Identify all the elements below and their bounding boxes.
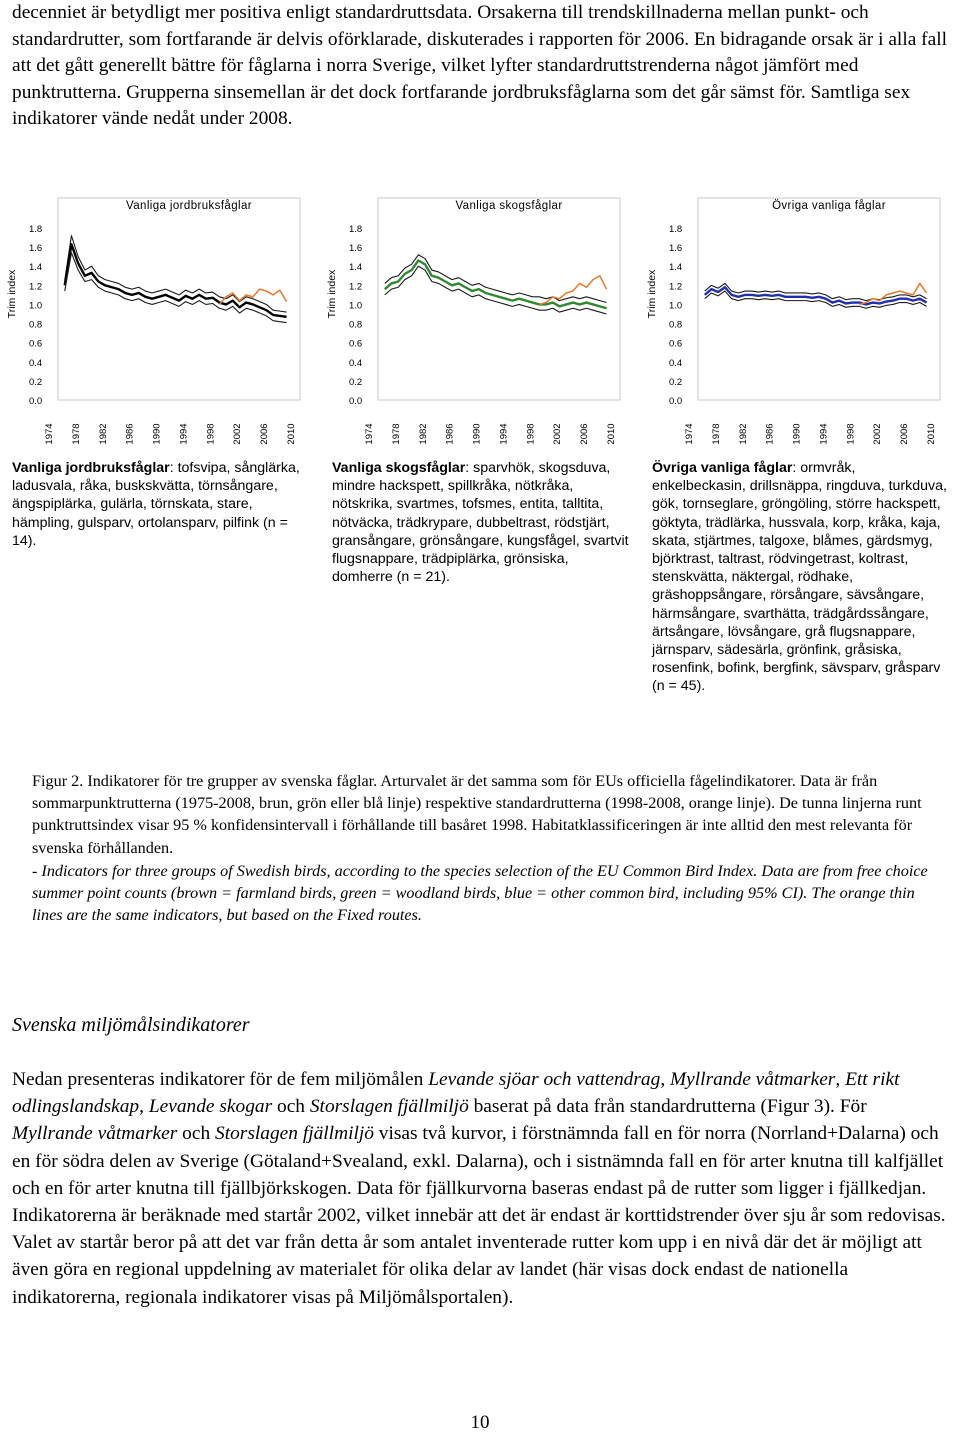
y-tick-label: 0.0 xyxy=(349,396,363,407)
y-tick-label: 1.2 xyxy=(29,281,43,293)
x-tick-label: 2006 xyxy=(579,423,591,445)
x-tick-label: 1998 xyxy=(525,423,537,445)
x-tick-label: 1974 xyxy=(684,423,695,445)
y-tick-label: 0.0 xyxy=(669,396,683,407)
section-body: Nedan presenteras indikatorer för de fem miljömålen Levande sjöar och vattendrag, Myllrande våtmarker, Ett rikt odlingslandskap, Levande skogar och Storslagen fjällmiljö baserat på data från standardrutterna (Figur 3). För Myllrande våtmarker och Storslagen fjällmiljö visas två kurvor, i förstnämnda fall en för norra (Norrland+Dalarna) och en för södra delen av Sverige (Götaland+Svealand, exkl. Dalarna), och i sistnämnda fall en för arter knutna till kalfjället och en för arter knutna till fjällbjörkskogen. Data för fjällkurvorna baseras endast på de rutter som ligger i fjällkedjan. Indikatorerna är beräknade med startår 2002, vilket innebär att det är endast är korttidstrender över sju år som redovisas. Valet av startår beror på att det var från detta år som antalet inventerade rutter kom upp i en nivå där det är möjligt att även göra en regional uppdelning av materialet för olika delar av landet (här visas dock endast de nationella indikatorerna, regionala indikatorer visas på Miljömålsportalen). xyxy=(12,1069,946,1308)
y-tick-label: 1.8 xyxy=(29,224,43,235)
x-tick-label: 1998 xyxy=(845,423,857,445)
x-tick-label: 2006 xyxy=(899,423,911,445)
x-tick-label: 1990 xyxy=(471,423,483,445)
x-tick-label: 1986 xyxy=(764,423,776,445)
y-tick-label: 1.4 xyxy=(29,262,43,274)
y-tick-label: 1.8 xyxy=(349,224,363,235)
caption-farmland-text: : tofsvipa, sånglärka, ladusvala, råka, buskskvätta, törnsångare, ängspiplärka, gulärla, törnskata, stare, hämpling, gulsparv, ortolansparv, pilfink (n = 14). xyxy=(12,460,300,549)
chart-title: Vanliga jordbruksfåglar xyxy=(126,200,252,212)
x-tick-label: 2002 xyxy=(232,423,244,445)
x-tick-label: 1978 xyxy=(390,423,402,445)
x-tick-label: 1990 xyxy=(791,423,803,445)
y-axis-label: Trim index xyxy=(646,269,658,319)
chart-other-birds xyxy=(640,188,960,448)
caption-farmland xyxy=(12,459,312,550)
y-tick-label: 1.4 xyxy=(349,262,363,274)
x-tick-label: 1982 xyxy=(97,423,109,445)
y-tick-label: 0.6 xyxy=(669,338,683,350)
page-number: 10 xyxy=(470,1412,490,1433)
caption-farmland-title: Vanliga jordbruksfåglar xyxy=(12,460,170,476)
plot-frame xyxy=(58,198,300,400)
chart-farmland-birds xyxy=(0,188,320,448)
x-tick-label: 2010 xyxy=(286,423,297,445)
x-tick-label: 2010 xyxy=(926,423,937,445)
y-tick-label: 1.2 xyxy=(349,281,363,293)
y-tick-label: 0.6 xyxy=(29,338,43,350)
y-tick-label: 1.0 xyxy=(669,300,683,312)
y-tick-label: 1.4 xyxy=(669,262,683,274)
series-index xyxy=(705,287,927,304)
y-tick-label: 1.0 xyxy=(29,300,43,312)
y-tick-label: 0.4 xyxy=(669,357,683,369)
y-axis-label: Trim index xyxy=(6,269,18,319)
y-tick-label: 1.8 xyxy=(669,224,683,235)
chart-title: Vanliga skogsfåglar xyxy=(455,200,563,212)
x-tick-label: 2002 xyxy=(872,423,884,445)
chart-title: Övriga vanliga fåglar xyxy=(772,200,886,212)
caption-other-title: Övriga vanliga fåglar xyxy=(652,460,793,476)
x-tick-label: 1982 xyxy=(737,423,749,445)
x-tick-label: 1978 xyxy=(70,423,82,445)
x-tick-label: 1994 xyxy=(178,423,190,445)
figure-caption-english: - Indicators for three groups of Swedish birds, according to the species selection of the EU Common Bird Index. Data are from free choice summer point counts (brown = farmland birds, green = woodland birds, blue = other common bird, including 95% CI). The orange thin lines are the same indicators, but based on the Fixed routes. xyxy=(32,862,928,925)
y-tick-label: 0.4 xyxy=(349,357,363,369)
x-tick-label: 1994 xyxy=(498,423,510,445)
y-tick-label: 0.6 xyxy=(349,338,363,350)
series-upper_ci xyxy=(65,236,287,312)
caption-other xyxy=(652,459,952,696)
y-tick-label: 0.8 xyxy=(29,319,43,331)
series-lower_ci xyxy=(65,253,287,323)
x-tick-label: 1974 xyxy=(44,423,55,445)
y-tick-label: 1.2 xyxy=(669,281,683,293)
y-tick-label: 1.0 xyxy=(349,300,363,312)
section-heading: Svenska miljömålsindikatorer xyxy=(12,1014,250,1036)
series-index xyxy=(65,244,287,317)
figure-caption: Figur 2. Indikatorer för tre grupper av svenska fåglar. Arturvalet är det samma som för EUs officiella fågelindikatorer. Data är från sommarpunktrutterna (1975-2008, brun, grön eller blå linje) respektive standardrutterna (1998-2008, orange linje). De tunna linjerna runt punktruttsindex visar 95 % konfidensintervall i förhållande till basåret 1998. Habitatklassificeringen är inte alltid den mest relevanta för svenska förhållanden. xyxy=(32,772,922,857)
caption-woodland-text: : sparvhök, skogsduva, mindre hackspett, spillkråka, nötkråka, nötskrika, svartmes, tofsmes, entita, talltita, nötväcka, trädkrypare, dubbeltrast, rödstjärt, gransångare, grönsångare, kungsfågel, svartvit flugsnappare, trädpiplärka, grönsiska, domherre (n = 21). xyxy=(332,460,629,586)
x-tick-label: 2006 xyxy=(259,423,271,445)
y-tick-label: 0.8 xyxy=(669,319,683,331)
y-axis-label: Trim index xyxy=(326,269,338,319)
y-tick-label: 0.2 xyxy=(349,376,363,388)
figure-2-charts xyxy=(0,188,960,448)
x-tick-label: 1978 xyxy=(710,423,722,445)
caption-woodland-title: Vanliga skogsfåglar xyxy=(332,460,466,476)
x-tick-label: 1998 xyxy=(205,423,217,445)
x-tick-label: 1982 xyxy=(417,423,429,445)
intro-paragraph: decenniet är betydligt mer positiva enligt standardruttsdata. Orsakerna till trendskillnaderna mellan punkt- och standardrutter, som fortfarande är delvis oförklarade, diskuterades i rapporten för 2006. En bidragande orsak är i alla fall att det gått generellt bättre för fåglarna i norra Sverige, vilket lyfter standardruttstrenderna något jämfört med punktrutterna. Grupperna sinsemellan är det dock fortfarande jordbruksfåglarna som det går sämst för. Samtliga sex indikatorer vände nedåt under 2008. xyxy=(12,2,948,130)
y-tick-label: 0.2 xyxy=(669,376,683,388)
y-tick-label: 1.6 xyxy=(29,243,43,255)
x-tick-label: 2002 xyxy=(552,423,564,445)
x-tick-label: 1986 xyxy=(444,423,456,445)
y-tick-label: 1.6 xyxy=(349,243,363,255)
y-tick-label: 1.6 xyxy=(669,243,683,255)
y-tick-label: 0.2 xyxy=(29,376,43,388)
caption-woodland xyxy=(332,459,632,586)
x-tick-label: 1990 xyxy=(151,423,163,445)
plot-frame xyxy=(378,198,620,400)
chart-woodland-birds xyxy=(320,188,640,448)
y-tick-label: 0.4 xyxy=(29,357,43,369)
x-tick-label: 1994 xyxy=(818,423,830,445)
x-tick-label: 1986 xyxy=(124,423,136,445)
y-tick-label: 0.8 xyxy=(349,319,363,331)
y-tick-label: 0.0 xyxy=(29,396,43,407)
x-tick-label: 1974 xyxy=(364,423,375,445)
caption-other-text: : ormvråk, enkelbeckasin, drillsnäppa, ringduva, turkduva, gök, tornseglare, gröngöling, större hackspett, göktyta, trädlärka, hussvala, korp, kråka, kaja, skata, stjärtmes, talgoxe, blåmes, gärdsmyg, björktrast, taltrast, rödvingetrast, koltrast, stenskvätta, näktergal, rödhake, gräshoppsångare, rörsångare, sävsångare, härmsångare, svarthätta, trädgårdssångare, ärtsångare, lövsångare, grå flugsnappare, järnsparv, sädesärla, grönfink, gråsiska, rosenfink, bofink, bergfink, sävsparv, gråsparv (n = 45). xyxy=(652,460,947,695)
x-tick-label: 2010 xyxy=(606,423,617,445)
